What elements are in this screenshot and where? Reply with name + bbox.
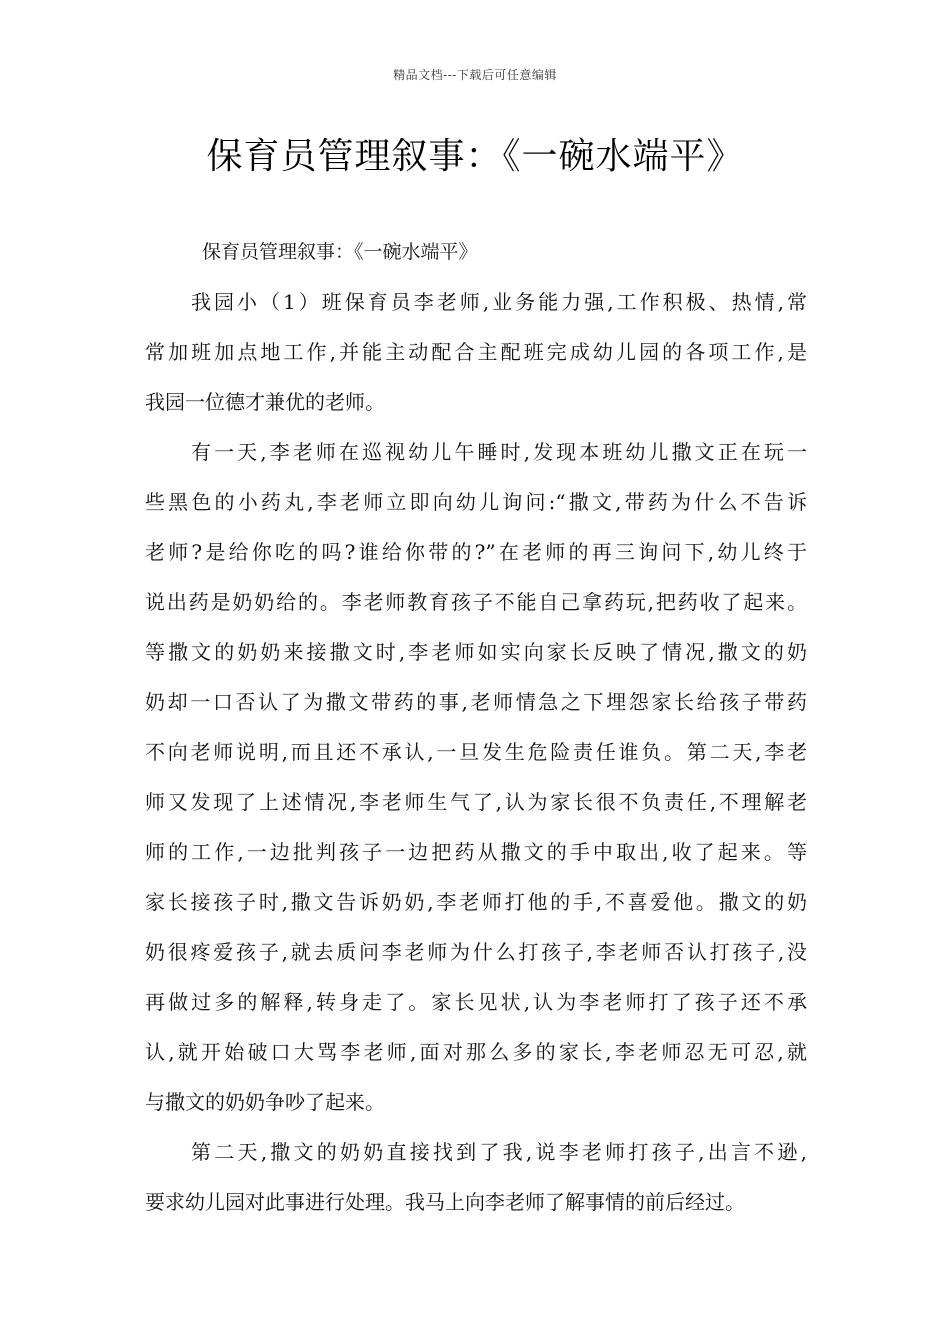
page-header: 精品文档---下载后可任意编辑 bbox=[393, 68, 557, 82]
paragraph-line: 师又发现了上述情况,李老师生气了,认为家长很不负责任,不理解老 bbox=[145, 790, 807, 814]
document-body bbox=[145, 280, 807, 1230]
paragraph-line: 家长接孩子时,撒文告诉奶奶,李老师打他的手,不喜爱他。撒文的奶 bbox=[145, 890, 807, 914]
document-subtitle: 保育员管理叙事：《一碗水端平》 bbox=[202, 241, 478, 263]
paragraph-line: 师的工作,一边批判孩子一边把药从撒文的手中取出,收了起来。等 bbox=[145, 840, 807, 864]
paragraph-line: 要求幼儿园对此事进行处理。我马上向李老师了解事情的前后经过。 bbox=[145, 1190, 745, 1214]
paragraph-line: 些黑色的小药丸,李老师立即向幼儿询问:“撒文,带药为什么不告诉 bbox=[145, 490, 807, 514]
paragraph-line: 等撒文的奶奶来接撒文时,李老师如实向家长反映了情况,撒文的奶 bbox=[145, 640, 807, 664]
paragraph-line: 老师?是给你吃的吗?谁给你带的?”在老师的再三询问下,幼儿终于 bbox=[145, 540, 807, 564]
paragraph-line: 奶却一口否认了为撒文带药的事,老师情急之下埋怨家长给孩子带药 bbox=[145, 690, 807, 714]
paragraph-line: 再做过多的解释,转身走了。家长见状,认为李老师打了孩子还不承 bbox=[145, 990, 807, 1014]
paragraph-line: 说出药是奶奶给的。李老师教育孩子不能自己拿药玩,把药收了起来。 bbox=[145, 590, 807, 614]
paragraph-line: 有一天,李老师在巡视幼儿午睡时,发现本班幼儿撒文正在玩一 bbox=[191, 440, 807, 464]
paragraph-line: 第二天,撒文的奶奶直接找到了我,说李老师打孩子,出言不逊, bbox=[191, 1140, 807, 1164]
paragraph-line: 奶很疼爱孩子,就去质问李老师为什么打孩子,李老师否认打孩子,没 bbox=[145, 940, 807, 964]
paragraph-line: 我园小（1）班保育员李老师,业务能力强,工作积极、热情,常 bbox=[191, 290, 807, 314]
paragraph-line: 常加班加点地工作,并能主动配合主配班完成幼儿园的各项工作,是 bbox=[145, 340, 807, 364]
paragraph-line: 我园一位德才兼优的老师。 bbox=[145, 390, 385, 414]
paragraph-line: 与撒文的奶奶争吵了起来。 bbox=[145, 1090, 385, 1114]
paragraph-line: 认,就开始破口大骂李老师,面对那么多的家长,李老师忍无可忍,就 bbox=[145, 1040, 807, 1064]
document-title: 保育员管理叙事：《一碗水端平》 bbox=[206, 136, 744, 177]
paragraph-line: 不向老师说明,而且还不承认,一旦发生危险责任谁负。第二天,李老 bbox=[145, 740, 807, 764]
